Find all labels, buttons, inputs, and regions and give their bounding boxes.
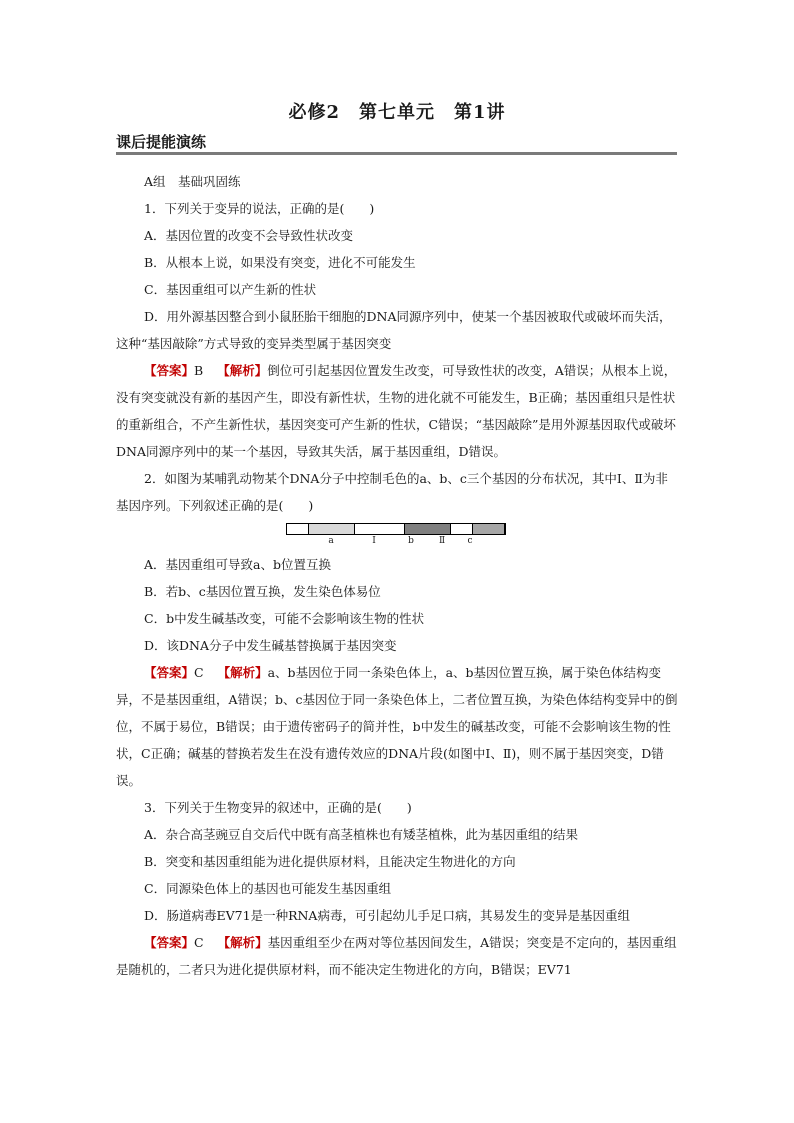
segment-nongene-2 bbox=[451, 524, 473, 534]
q2-option-c: C．b中发生碱基改变，可能不会影响该生物的性状 bbox=[144, 611, 425, 626]
segment-gene-c bbox=[473, 524, 505, 534]
q2-option-d: D．该DNA分子中发生碱基替换属于基因突变 bbox=[144, 638, 397, 653]
q1-stem: 1．下列关于变异的说法，正确的是( ) bbox=[144, 201, 375, 216]
q3-answer bbox=[116, 929, 679, 983]
analysis-text: 倒位可引起基因位置发生改变，可导致性状的改变，A错误；从根本上说，没有突变就没有新的基因产生，即没有新性状，生物的进化就不可能发生，B正确；基因重组只是性状的重新组合，不产生新性状，基因突变可产生新的性状，C错误；“基因敲除”是用外源基因取代或破坏DNA同源序列中的某一个基因，导致其失活，属于基因重组，D错误。 bbox=[116, 363, 677, 459]
title-divider bbox=[116, 152, 677, 155]
page-title: 必修2 第七单元 第1讲 bbox=[288, 102, 506, 123]
q3-option-a: A．杂合高茎豌豆自交后代中既有高茎植株也有矮茎植株，此为基因重组的结果 bbox=[144, 827, 579, 842]
q3-option-d: D．肠道病毒EV71是一种RNA病毒，可引起幼儿手足口病，其易发生的变异是基因重组 bbox=[144, 908, 630, 923]
answer-value: C bbox=[194, 665, 204, 680]
q2-option-a: A．基因重组可导致a、b位置互换 bbox=[144, 557, 331, 572]
answer-label: 【答案】 bbox=[144, 935, 195, 950]
q2-answer bbox=[116, 659, 679, 794]
answer-label: 【答案】 bbox=[144, 363, 195, 378]
q3-option-c: C．同源染色体上的基因也可能发生基因重组 bbox=[144, 881, 392, 896]
analysis-text: a、b基因位于同一条染色体上，a、b基因位置互换，属于染色体结构变异，不是基因重组，A错误；b、c基因位于同一条染色体上，二者位置互换，为染色体结构变异中的倒位，不属于易位，B错误；由于遗传密码子的简并性，b中发生的碱基改变，可能不会影响该生物的性状，C正确；碱基的替换若发生在没有遗传效应的DNA片段(如图中Ⅰ、Ⅱ)，则不属于基因突变，D错误。 bbox=[116, 665, 678, 788]
q3-stem: 3．下列关于生物变异的叙述中，正确的是( ) bbox=[144, 800, 412, 815]
dna-gene-figure bbox=[116, 519, 679, 551]
answer-label: 【答案】 bbox=[144, 665, 195, 680]
q2-option-b: B．若b、c基因位置互换，发生染色体易位 bbox=[144, 584, 381, 599]
dna-strand bbox=[286, 523, 506, 535]
q3-option-b: B．突变和基因重组能为进化提供原材料，且能决定生物进化的方向 bbox=[144, 854, 516, 869]
section-subtitle: 课后提能演练 bbox=[116, 133, 207, 151]
figure-label-c: c bbox=[467, 536, 473, 546]
figure-label-1: Ⅰ bbox=[372, 536, 376, 546]
answer-value: B bbox=[194, 363, 204, 378]
q1-option-b: B．从根本上说，如果没有突变，进化不可能发生 bbox=[144, 255, 416, 270]
segment-gene-a bbox=[309, 524, 355, 534]
figure-label-b: b bbox=[408, 536, 414, 546]
figure-label-a: a bbox=[328, 536, 334, 546]
document-content bbox=[116, 168, 679, 983]
analysis-label: 【解析】 bbox=[217, 935, 268, 950]
segment-nongene-1 bbox=[355, 524, 405, 534]
analysis-label: 【解析】 bbox=[217, 665, 268, 680]
q1-option-c: C．基因重组可以产生新的性状 bbox=[144, 282, 317, 297]
answer-value: C bbox=[194, 935, 204, 950]
figure-label-2: Ⅱ bbox=[438, 536, 446, 546]
segment-blank-left bbox=[287, 524, 309, 534]
q2-stem: 2．如图为某哺乳动物某个DNA分子中控制毛色的a、b、c三个基因的分布状况，其中Ⅰ、Ⅱ为非基因序列。下列叙述正确的是( ) bbox=[116, 471, 668, 513]
q1-option-d: D．用外源基因整合到小鼠胚胎干细胞的DNA同源序列中，使某一个基因被取代或破坏而失活，这种“基因敲除”方式导致的变异类型属于基因突变 bbox=[116, 309, 672, 351]
q1-option-a: A．基因位置的改变不会导致性状改变 bbox=[144, 228, 354, 243]
analysis-label: 【解析】 bbox=[217, 363, 268, 378]
group-heading: A组 基础巩固练 bbox=[144, 174, 241, 189]
analysis-text: 基因重组至少在两对等位基因间发生，A错误；突变是不定向的，基因重组是随机的，二者只为进化提供原材料，而不能决定生物进化的方向，B错误；EV71 bbox=[116, 935, 677, 977]
segment-gene-b bbox=[405, 524, 451, 534]
q1-answer bbox=[116, 357, 679, 465]
